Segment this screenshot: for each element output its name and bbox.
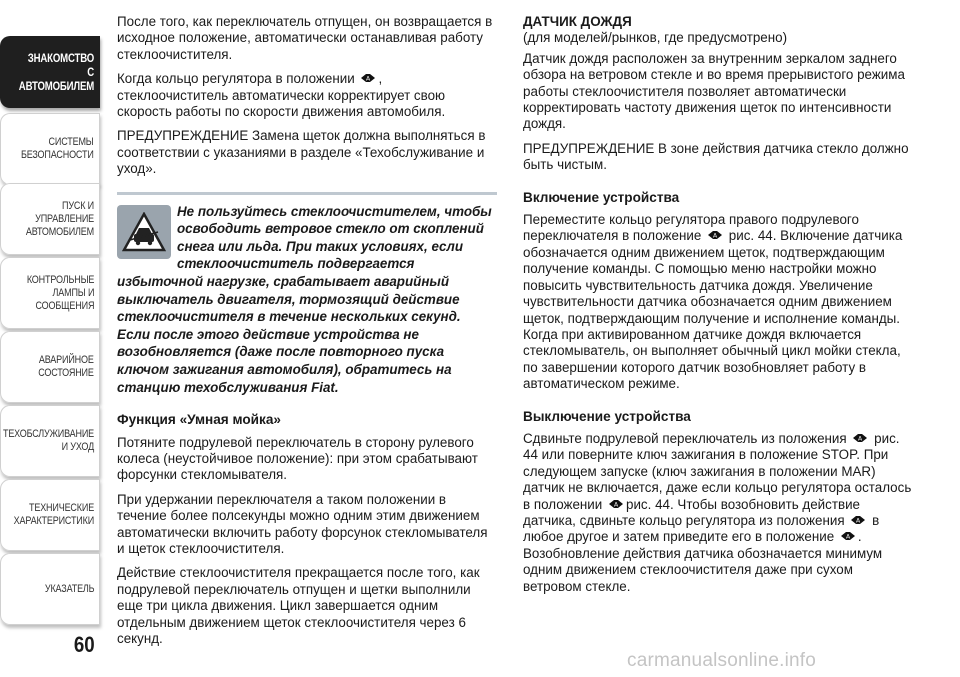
paragraph: Датчик дождя расположен за внутренним зеркалом заднего обзора на ветровом стекле и во время прерывистого режима работы стеклоочистителя позволяет автоматически корректировать частоту движения щеток по интенсивности дождя.: [523, 50, 905, 132]
warning-text: Не пользуйтесь стеклоочистителем, чтобы освободить ветровое стекло от скоплений снега или льда. При таких условиях, если стеклоочиститель подвергается избыточной нагрузке, срабатывает аварийный выключатель двигателя, тормозящий действие стеклоочистителя в течение нескольких секунд. Если после этого действие устройства не возобновляется (даже после повторного пуска ключом зажигания автомобиля), обратитесь на станцию техобслуживания Fiat.: [117, 203, 492, 395]
tab-label: ТЕХНИЧЕСКИЕ ХАРАКТЕРИСТИКИ: [13, 502, 95, 527]
text: рис. 44. Чтобы возобновить действие датчика, сдвиньте кольцо регулятора из положения: [523, 496, 861, 528]
tab-label: УКАЗАТЕЛЬ: [44, 582, 94, 595]
page-number: 60: [73, 632, 95, 657]
tab-sistemy-bezopasnosti[interactable]: [0, 113, 100, 185]
section-heading: Выключение устройства: [523, 408, 691, 424]
section-title-note: (для моделей/рынков, где предусмотрено): [523, 30, 788, 46]
paragraph: Действие стеклоочистителя прекращается после того, как подрулевой переключатель отпущен и щетки выполнили еще три цикла движения. Цикл завершается одним отдельным движением щеток стеклоочистителя через 6 секунд.: [117, 565, 480, 647]
text: в любое другое и затем приведите его в положение: [523, 512, 880, 545]
text: рис. 44 или поверните ключ зажигания в положение STOP. При следующем запуске (ключ зажигания в положении MAR) датчик не включается, даже если кольцо регулятора осталось в положении: [523, 430, 912, 512]
tab-label: ПУСК И УПРАВЛЕНИЕ АВТОМОБИЛЕМ: [25, 199, 95, 238]
watermark: carmanualsonline.info: [627, 650, 817, 671]
auto-wiper-icon: [850, 514, 866, 526]
paragraph: После того, как переключатель отпущен, он возвращается в исходное положение, автоматически останавливая работу стеклоочистителя.: [117, 14, 493, 62]
svg-text:A: A: [845, 533, 850, 541]
tab-label: СИСТЕМЫ БЕЗОПАСНОСТИ: [21, 136, 94, 161]
tab-label: АВАРИЙНОЕ СОСТОЯНИЕ: [38, 354, 94, 379]
svg-text:A: A: [856, 517, 861, 525]
auto-wiper-icon: [360, 72, 376, 84]
svg-text:A: A: [366, 75, 371, 83]
text: Когда кольцо регулятора в положении: [117, 71, 355, 87]
auto-wiper-icon: [608, 498, 624, 510]
paragraph: ПРЕДУПРЕЖДЕНИЕ Замена щеток должна выполняться в соответствии с указаниями в разделе «Техобслуживание и уход».: [117, 128, 486, 177]
tab-label: ЗНАКОМСТВО С АВТОМОБИЛЕМ: [18, 51, 95, 93]
chapter-sidebar: [0, 0, 102, 677]
tab-kontrolnye-lampy[interactable]: [0, 257, 100, 329]
text: рис. 44. Включение датчика обозначается одним движением щеток, подтверждающим получение команды. С помощью меню настройки можно повысить чувствительность датчика дождя. Увеличение чувствительности датчика обозначается одним движением щеток, подтверждающим получение и исполнение команды. Когда при активированном датчике дождя включается стекломыватель, он выполняет обычный цикл мойки стекла, по завершении которого датчик возобновляет работу в автоматическом режиме.: [523, 228, 903, 392]
paragraph: [523, 212, 915, 392]
text: . Возобновление действия датчика обозначается минимум одним движением стеклоочистителя даже при сухом ветровом стекле.: [523, 529, 883, 594]
right-column: [523, 14, 915, 603]
text: Переместите кольцо регулятора правого подрулевого переключателя в положение: [523, 212, 859, 244]
warning-box: [117, 192, 497, 397]
tab-label: КОНТРОЛЬНЫЕ ЛАМПЫ И СООБЩЕНИЯ: [26, 273, 94, 312]
tab-avariynoe-sostoyanie[interactable]: [0, 331, 100, 403]
tab-znakomstvo[interactable]: [0, 36, 100, 108]
svg-text:A: A: [613, 501, 619, 509]
auto-wiper-icon: [707, 229, 723, 241]
section-title: ДАТЧИК ДОЖДЯ: [523, 14, 632, 29]
paragraph: При удержании переключателя а таком положении в течение более полсекунды можно одним этим движением автоматически включить работу форсунок стекломывателя и щеток стеклоочистителя.: [117, 491, 488, 557]
left-column: [117, 14, 497, 655]
svg-text:A: A: [712, 232, 718, 240]
section-heading: Функция «Умная мойка»: [117, 412, 281, 428]
tab-ukazatel[interactable]: [0, 553, 100, 625]
tab-tehobsluzhivanie[interactable]: [0, 405, 100, 477]
paragraph: [523, 431, 915, 595]
section-heading: Включение устройства: [523, 189, 680, 205]
auto-wiper-icon: [852, 432, 868, 444]
tab-tehnicheskie-harakteristiki[interactable]: [0, 479, 100, 551]
paragraph: ПРЕДУПРЕЖДЕНИЕ В зоне действия датчика стекло должно быть чистым.: [523, 140, 909, 173]
svg-text:A: A: [858, 435, 863, 443]
tab-label: ТЕХОБСЛУЖИВАНИЕ И УХОД: [2, 428, 94, 453]
text: , стеклоочиститель автоматически корректирует свою скорость работы по скорости движения автомобиля.: [117, 71, 446, 120]
text: Сдвиньте подрулевой переключатель из положения: [523, 430, 847, 446]
warning-car-icon: [117, 205, 171, 259]
paragraph: Потяните подрулевой переключатель в сторону рулевого колеса (неустойчивое положение): при этом срабатывают форсунки стекломывателя.: [117, 434, 478, 483]
paragraph: [117, 71, 497, 120]
tab-pusk-upravlenie[interactable]: [0, 183, 100, 255]
auto-wiper-icon: [840, 530, 856, 542]
